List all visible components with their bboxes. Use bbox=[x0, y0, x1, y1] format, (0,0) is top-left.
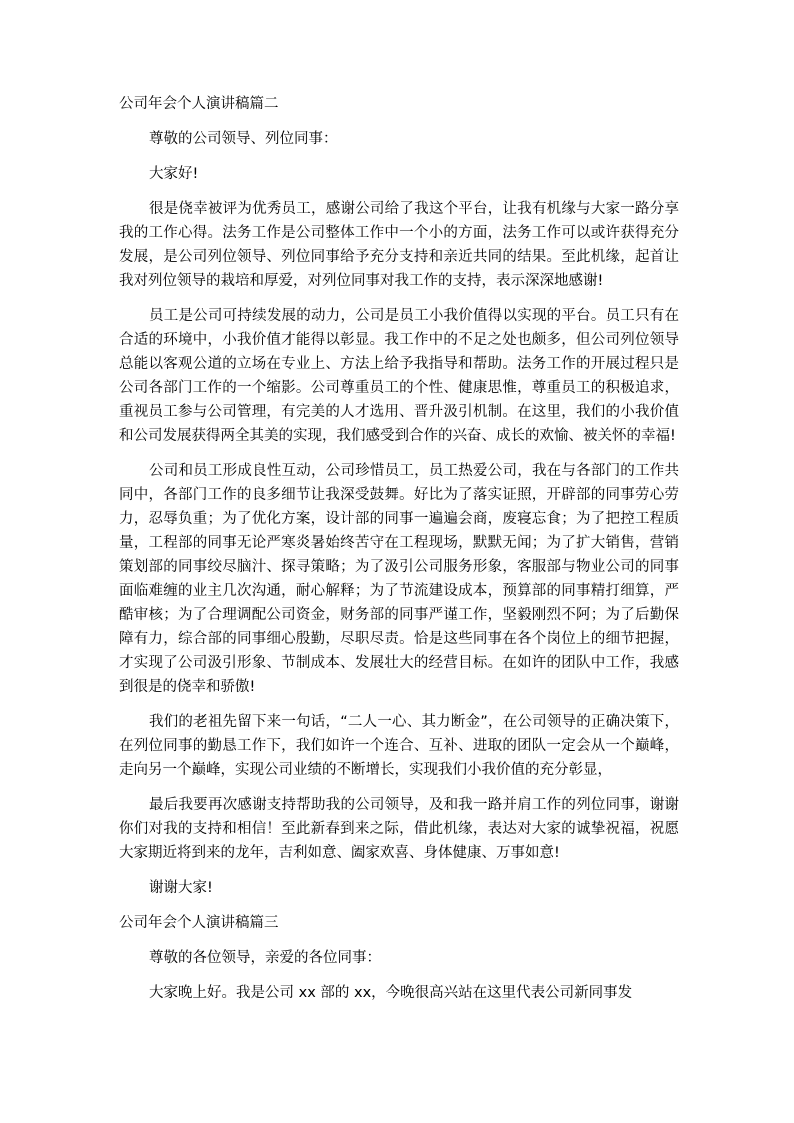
body-paragraph: 员工是公司可持续发展的动力，公司是员工小我价值得以实现的平台。员工只有在合适的环境中，小我价值才能得以彰显。我工作中的不足之处也颇多，但公司列位领导总能以客观公道的立场在专业上、方法上给予我指导和帮助。法务工作的开展过程只是公司各部门工作的一个缩影。公司尊重员工的个性、健康思惟，尊重员工的积极追求，重视员工参与公司管理，有完美的人才选用、晋升汲引机制。在这里，我们的小我价值和公司发展获得两全其美的实现，我们感受到合作的兴奋、成长的欢愉、被关怀的幸福! bbox=[119, 308, 679, 444]
section-3-title: 公司年会个人演讲稿篇三 bbox=[119, 915, 279, 931]
document-page bbox=[119, 92, 679, 1016]
body-paragraph: 我们的老祖先留下来一句话，“二人一心、其力断金”，在公司领导的正确决策下，在列位同事的勤恳工作下，我们如许一个连合、互补、进取的团队一定会从一个巅峰，走向另一个巅峰，实现公司业绩的不断增长，实现我们小我价值的充分彰显， bbox=[119, 714, 679, 778]
salutation-paragraph: 尊敬的公司领导、列位同事： bbox=[149, 131, 338, 147]
body-paragraph: 大家晚上好。我是公司 xx 部的 xx，今晚很高兴站在这里代表公司新同事发 bbox=[149, 985, 633, 1001]
body-paragraph: 很是侥幸被评为优秀员工，感谢公司给了我这个平台，让我有机缘与大家一路分享我的工作心得。法务工作是公司整体工作中一个小的方面，法务工作可以或许获得充分发展，是公司列位领导、列位同事给予充分支持和亲近共同的结果。至此机缘，起首让我对列位领导的栽培和厚爱，对列位同事对我工作的支持，表示深深地感谢! bbox=[119, 201, 679, 289]
greeting-paragraph: 大家好! bbox=[149, 166, 199, 182]
section-2-title: 公司年会个人演讲稿篇二 bbox=[119, 96, 279, 112]
body-paragraph: 公司和员工形成良性互动，公司珍惜员工，员工热爱公司，我在与各部门的工作共同中，各部门工作的良多细节让我深受鼓舞。好比为了落实证照，开辟部的同事劳心劳力，忍辱负重；为了优化方案，设计部的同事一遍遍会商，废寝忘食；为了把控工程质量，工程部的同事无论严寒炎暑始终苦守在工程现场，默默无闻；为了扩大销售，营销策划部的同事绞尽脑汁、探寻策略；为了汲引公司服务形象，客服部与物业公司的同事面临难缠的业主几次沟通，耐心解释；为了节流建设成本，预算部的同事精打细算，严酷审核；为了合理调配公司资金，财务部的同事严谨工作，坚毅刚烈不阿；为了后勤保障有力，综合部的同事细心殷勤，尽职尽责。恰是这些同事在各个岗位上的细节把握，才实现了公司汲引形象、节制成本、发展壮大的经营目标。在如许的团队中工作，我感到很是的侥幸和骄傲! bbox=[119, 463, 679, 695]
closing-paragraph: 谢谢大家! bbox=[149, 880, 213, 896]
salutation-paragraph: 尊敬的各位领导，亲爱的各位同事： bbox=[149, 950, 381, 966]
body-paragraph: 最后我要再次感谢支持帮助我的公司领导，及和我一路并肩工作的列位同事，谢谢你们对我的支持和相信！至此新春到来之际，借此机缘，表达对大家的诚挚祝福，祝愿大家期近将到来的龙年，吉利如意、阖家欢喜、身体健康、万事如意! bbox=[119, 797, 679, 861]
